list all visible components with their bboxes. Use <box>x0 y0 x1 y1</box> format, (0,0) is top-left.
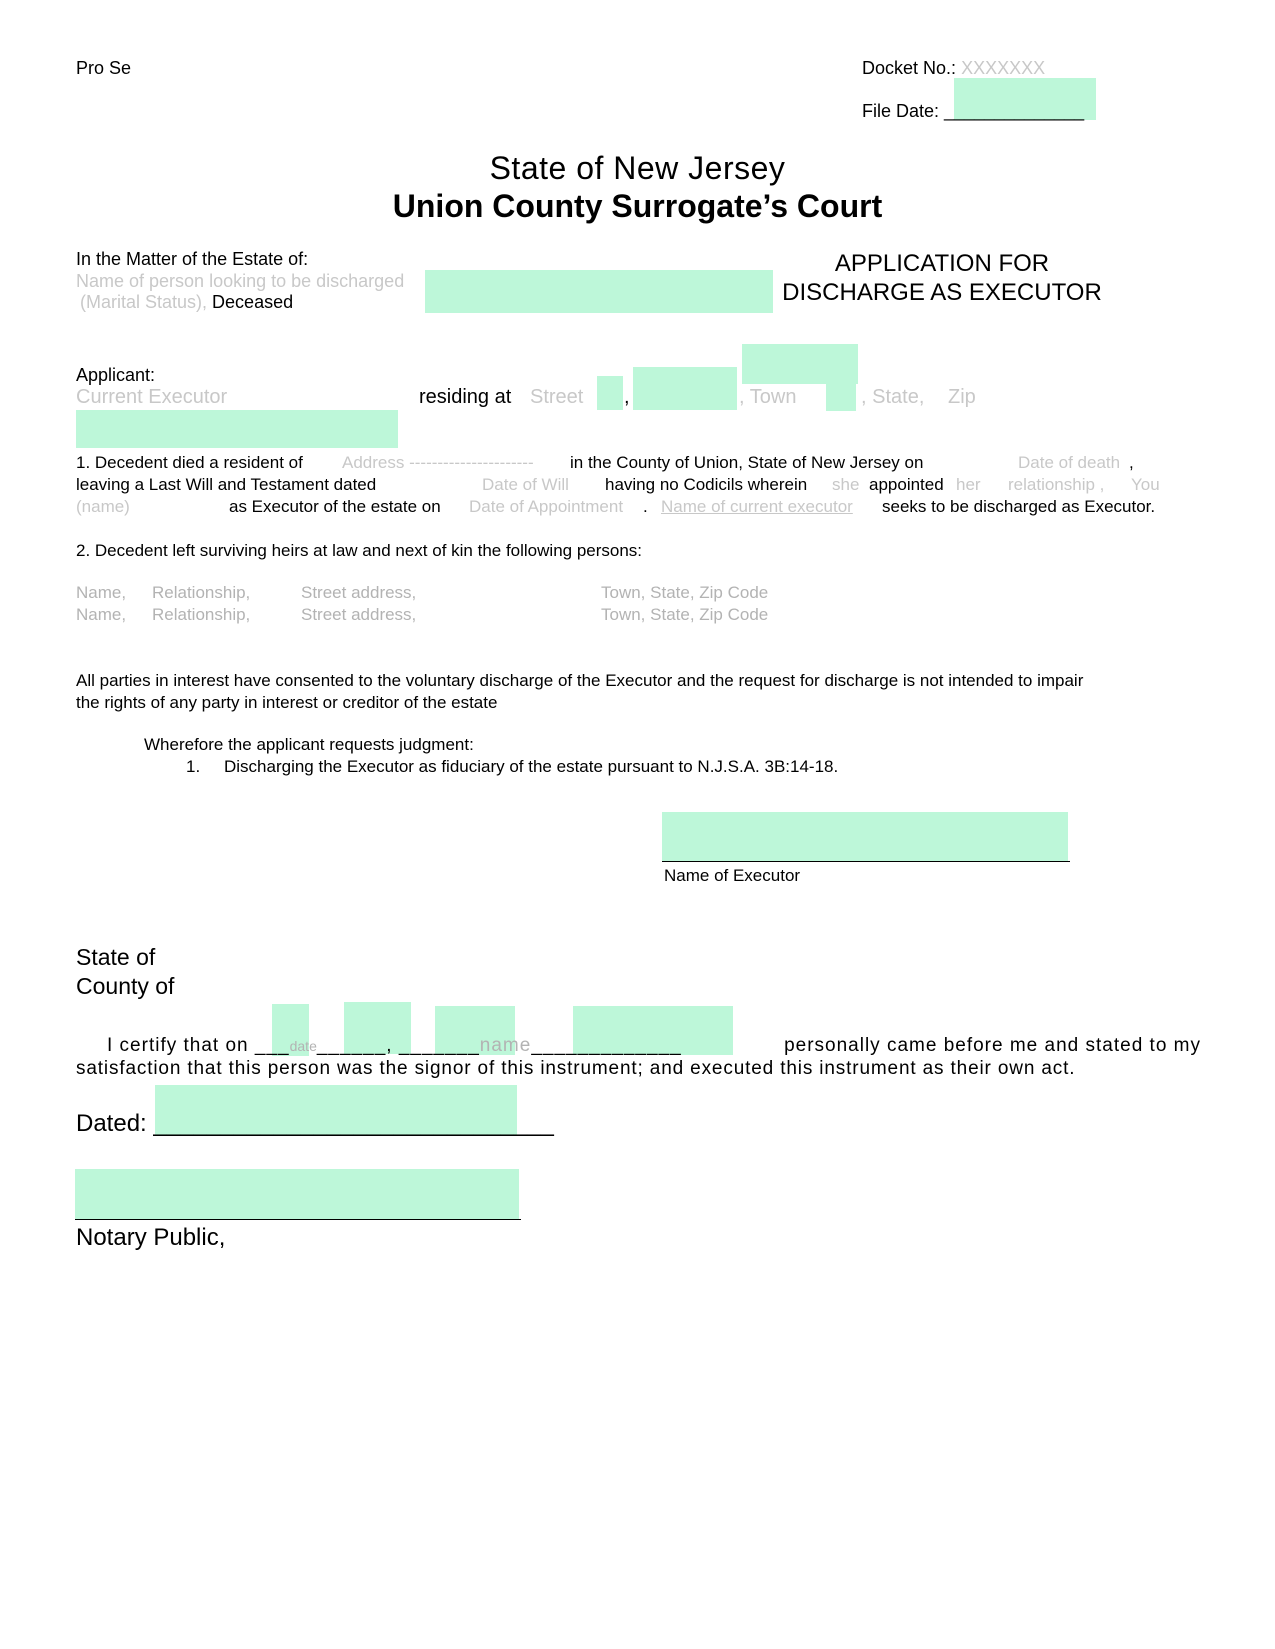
heir-1-town: Town, State, Zip Code <box>601 583 769 602</box>
town-field[interactable] <box>826 383 856 411</box>
deceased-label: Deceased <box>212 292 294 312</box>
estate-matter-label: In the Matter of the Estate of: <box>76 249 309 269</box>
state-placeholder: , State, <box>861 386 925 408</box>
executor-signature-line <box>662 861 1070 862</box>
date-of-death-comma: , <box>1129 453 1134 472</box>
appointment-period: . <box>643 497 648 516</box>
you-placeholder: You <box>1131 475 1160 494</box>
consent-line2: the rights of any party in interest or creditor of the estate <box>76 693 498 712</box>
p1-county-text: in the County of Union, State of New Jersey on <box>570 453 924 472</box>
date-of-death-placeholder: Date of death <box>1018 453 1121 472</box>
pronoun-she: she <box>832 475 860 494</box>
p1-codicils-text: having no Codicils wherein <box>605 475 808 494</box>
docket-number <box>862 58 1045 79</box>
estate-status <box>80 292 293 313</box>
appointee-name-placeholder: (name) <box>76 497 130 516</box>
p1-executor-text: as Executor of the estate on <box>229 497 441 516</box>
consent-line1: All parties in interest have consented to the voluntary discharge of the Executor and the request for discharge is not intended to impair <box>76 671 1084 690</box>
certify-blank2: ______, <box>316 1035 393 1056</box>
notary-public-label: Notary Public, <box>76 1224 226 1251</box>
estate-name-placeholder: Name of person looking to be discharged <box>76 271 405 291</box>
docket-value: XXXXXXX <box>961 58 1046 78</box>
wherefore-intro: Wherefore the applicant requests judgment: <box>144 735 474 754</box>
notary-signature-line <box>75 1219 521 1220</box>
current-executor-placeholder: Name of current executor <box>661 497 853 516</box>
wherefore-item-number: 1. <box>186 757 201 776</box>
file-date-line: ______________ <box>944 101 1085 121</box>
certify-line1 <box>76 1035 1201 1057</box>
heir-1-name: Name, <box>76 583 127 602</box>
heir-2-street: Street address, <box>301 605 417 624</box>
certify-blank4: _____________ <box>531 1035 682 1056</box>
notary-state-label: State of <box>76 944 156 970</box>
certify-line2: satisfaction that this person was the signor of this instrument; and executed this instrument as their own act. <box>76 1058 1076 1079</box>
pro-se-label: Pro Se <box>76 58 132 78</box>
file-date-label: File Date: <box>862 101 940 121</box>
certify-end: personally came before me and stated to my <box>784 1035 1201 1056</box>
notary-county-label: County of <box>76 973 175 999</box>
date-of-appointment-placeholder: Date of Appointment <box>469 497 624 516</box>
relationship-placeholder: relationship , <box>1008 475 1105 494</box>
applicant-label: Applicant: <box>76 365 156 385</box>
street-placeholder: Street <box>530 386 584 408</box>
p1-resident-label: 1. Decedent died a resident of <box>76 453 303 472</box>
street-address-field[interactable] <box>633 367 737 410</box>
certify-name-placeholder: name <box>479 1035 532 1056</box>
applicant-name-field[interactable] <box>76 410 398 448</box>
p1-discharge-text: seeks to be discharged as Executor. <box>882 497 1156 516</box>
notary-signature-field[interactable] <box>75 1169 519 1219</box>
wherefore-item-text: Discharging the Executor as fiduciary of the estate pursuant to N.J.S.A. 3B:14-18. <box>224 757 839 776</box>
dated-label: Dated: <box>76 1110 147 1137</box>
heir-2-relationship: Relationship, <box>152 605 251 624</box>
application-title-line1: APPLICATION FOR <box>834 250 1050 277</box>
docket-label: Docket No.: <box>862 58 957 78</box>
state-title: State of New Jersey <box>489 150 786 186</box>
certify-blank3: _______ <box>398 1035 480 1056</box>
court-title: Union County Surrogate’s Court <box>392 188 883 224</box>
heir-2-name: Name, <box>76 605 127 624</box>
address-placeholder: Address ---------------------- <box>342 453 534 472</box>
applicant-name-placeholder: Current Executor <box>76 386 228 408</box>
certify-start: I certify that on <box>107 1035 249 1056</box>
town-placeholder: , Town <box>739 386 797 408</box>
certify-date-placeholder: date <box>289 1038 317 1054</box>
zip-placeholder: Zip <box>948 386 976 408</box>
dated-row <box>76 1110 554 1138</box>
executor-name-label: Name of Executor <box>664 866 801 885</box>
p2-heirs-text: 2. Decedent left surviving heirs at law and next of kin the following persons: <box>76 541 643 560</box>
dated-line: ______________________________ <box>153 1110 554 1137</box>
pronoun-her: her <box>956 475 981 494</box>
file-date <box>862 101 1084 122</box>
p1-will-label: leaving a Last Will and Testament dated <box>76 475 377 494</box>
residing-at-label: residing at <box>419 386 512 408</box>
appointed-label: appointed <box>869 475 944 494</box>
street-comma: , <box>624 386 630 408</box>
street-field[interactable] <box>597 376 623 410</box>
heir-1-street: Street address, <box>301 583 417 602</box>
town-field-upper[interactable] <box>742 344 858 384</box>
application-title-line2: DISCHARGE AS EXECUTOR <box>782 279 1102 306</box>
heir-1-relationship: Relationship, <box>152 583 251 602</box>
certify-blank1: ___ <box>254 1035 290 1056</box>
date-of-will-placeholder: Date of Will <box>482 475 569 494</box>
heir-2-town: Town, State, Zip Code <box>601 605 769 624</box>
marital-status: (Marital Status), <box>80 292 208 312</box>
executor-signature-field[interactable] <box>662 812 1068 861</box>
